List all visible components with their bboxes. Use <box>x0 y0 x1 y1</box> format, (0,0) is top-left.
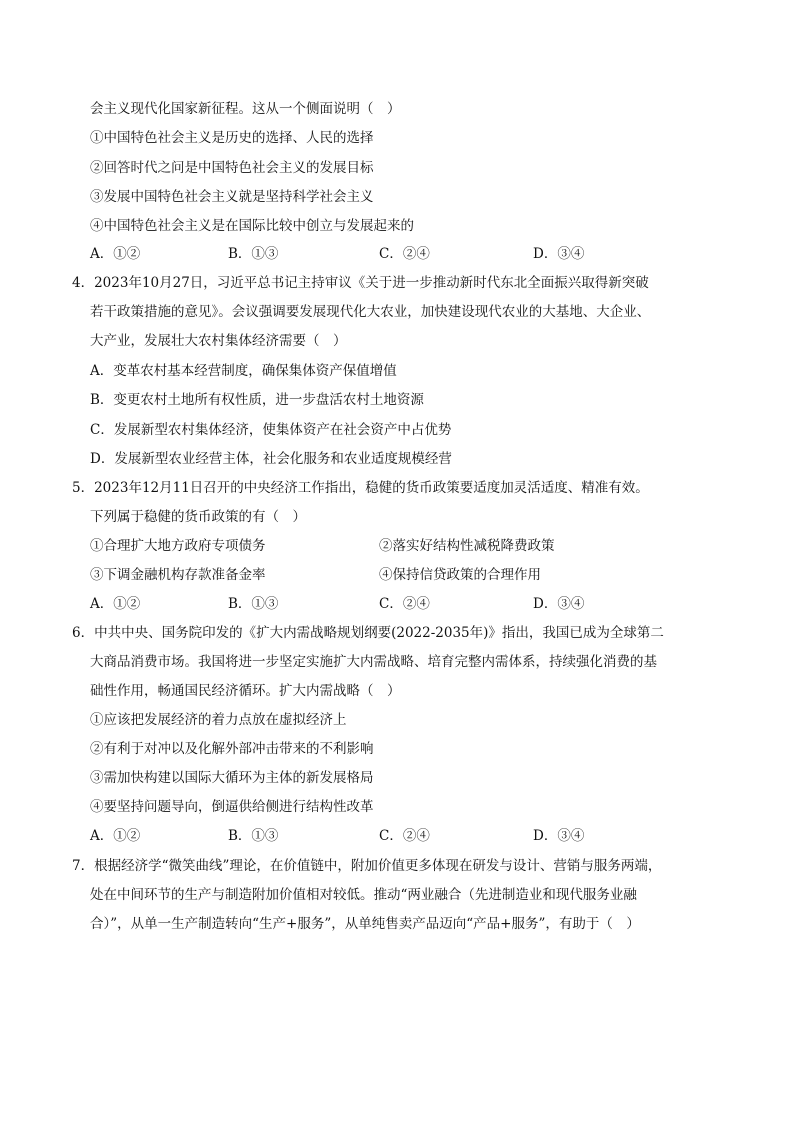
q6-item-1: ①应该把发展经济的着力点放在虚拟经济上 <box>90 712 347 728</box>
q6-option-a[interactable]: A．①② <box>90 828 141 844</box>
q3-answer-options <box>90 244 710 264</box>
q3-item-4: ④中国特色社会主义是在国际比较中创立与发展起来的 <box>90 218 414 234</box>
q5-option-a[interactable]: A．①② <box>90 596 141 612</box>
q4-option-c[interactable]: C．发展新型农村集体经济，使集体资产在社会资产中占优势 <box>90 422 452 438</box>
q3-option-d[interactable]: D．③④ <box>533 246 585 262</box>
q5-stem-line-1: 5．2023年12月11日召开的中央经济工作指出，稳健的货币政策要适度加灵活适度、精准有效。 <box>72 480 649 496</box>
q4-option-a[interactable]: A．变革农村基本经营制度，确保集体资产保值增值 <box>90 363 397 379</box>
q5-item-1: ①合理扩大地方政府专项债务 <box>90 538 266 554</box>
q5-option-b[interactable]: B．①③ <box>228 596 279 612</box>
q3-item-1: ①中国特色社会主义是历史的选择、人民的选择 <box>90 130 374 146</box>
q4-option-d[interactable]: D．发展新型农业经营主体，社会化服务和农业适度规模经营 <box>90 451 452 467</box>
q6-option-b[interactable]: B．①③ <box>228 828 279 844</box>
q5-items-row-2 <box>90 565 710 585</box>
q6-option-c[interactable]: C．②④ <box>379 828 430 844</box>
q6-option-d[interactable]: D．③④ <box>533 828 585 844</box>
q5-answer-options <box>90 594 710 614</box>
q7-stem-line-1: 7．根据经济学“微笑曲线”理论，在价值链中，附加价值更多体现在研发与设计、营销与服务两端， <box>72 858 662 874</box>
q5-item-2: ②落实好结构性减税降费政策 <box>379 538 555 554</box>
q5-stem-line-2: 下列属于稳健的货币政策的有（ ） <box>90 509 306 525</box>
q7-stem-line-2: 处在中间环节的生产与制造附加价值相对较低。推动“两业融合（先进制造业和现代服务业融 <box>90 887 637 903</box>
q6-item-4: ④要坚持问题导向，倒逼供给侧进行结构性改革 <box>90 799 374 815</box>
q6-stem-line-3: 础性作用，畅通国民经济循环。扩大内需战略（ ） <box>90 683 401 699</box>
q3-stem-continuation: 会主义现代化国家新征程。这从一个侧面说明（ ） <box>90 101 401 117</box>
q4-stem-line-1: 4．2023年10月27日，习近平总书记主持审议《关于进一步推动新时代东北全面振兴取得新突破 <box>72 275 649 291</box>
q4-stem-line-3: 大产业，发展壮大农村集体经济需要（ ） <box>90 333 347 349</box>
q3-item-2: ②回答时代之问是中国特色社会主义的发展目标 <box>90 160 374 176</box>
q3-option-c[interactable]: C．②④ <box>379 246 430 262</box>
q6-stem-line-1: 6．中共中央、国务院印发的《扩大内需战略规划纲要(2022-2035年)》指出，我国已成为全球第二 <box>72 625 664 641</box>
q5-option-c[interactable]: C．②④ <box>379 596 430 612</box>
q6-item-2: ②有利于对冲以及化解外部冲击带来的不利影响 <box>90 741 374 757</box>
q4-option-b[interactable]: B．变更农村土地所有权性质，进一步盘活农村土地资源 <box>90 392 424 408</box>
q5-item-4: ④保持信贷政策的合理作用 <box>379 567 541 583</box>
q3-item-3: ③发展中国特色社会主义就是坚持科学社会主义 <box>90 189 374 205</box>
q4-stem-line-2: 若干政策措施的意见》。会议强调要发展现代化大农业，加快建设现代农业的大基地、大企业、 <box>90 304 651 320</box>
q6-stem-line-2: 大商品消费市场。我国将进一步坚定实施扩大内需战略、培育完整内需体系，持续强化消费的基 <box>90 654 657 670</box>
q5-item-3: ③下调金融机构存款准备金率 <box>90 567 266 583</box>
q6-answer-options <box>90 826 710 846</box>
q3-option-b[interactable]: B．①③ <box>228 246 279 262</box>
q6-item-3: ③需加快构建以国际大循环为主体的新发展格局 <box>90 770 374 786</box>
q5-items-row-1 <box>90 536 710 556</box>
q3-option-a[interactable]: A．①② <box>90 246 141 262</box>
q7-stem-line-3: 合）”，从单一生产制造转向“生产+服务”，从单纯售卖产品迈向“产品+服务”，有助于（ ） <box>90 916 640 932</box>
q5-option-d[interactable]: D．③④ <box>533 596 585 612</box>
